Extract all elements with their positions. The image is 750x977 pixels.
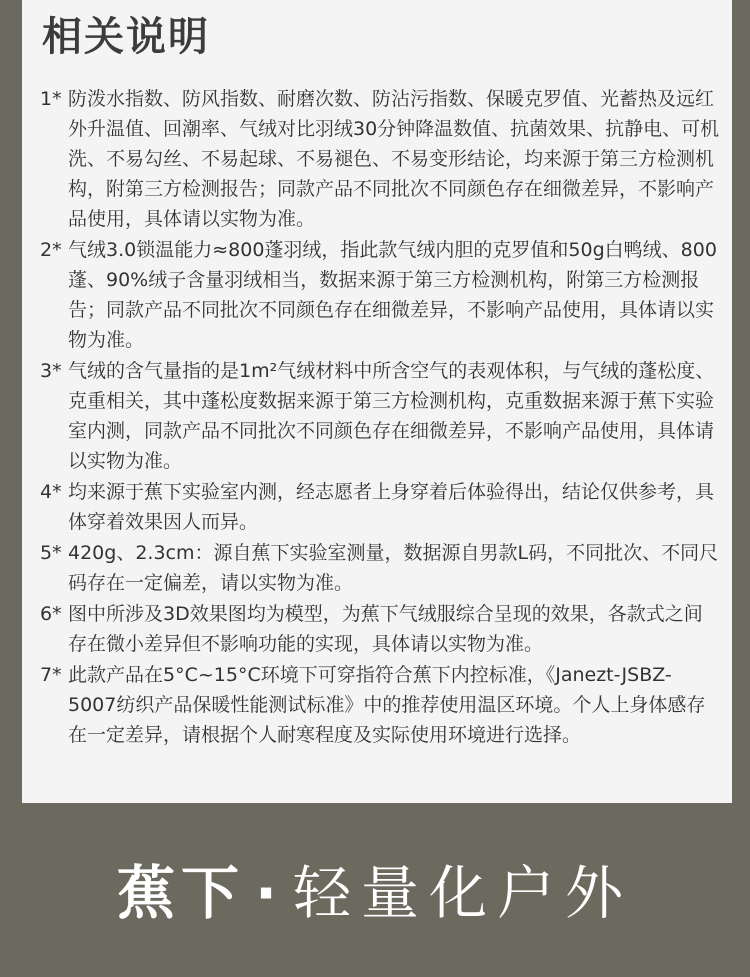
note-marker: 5*	[40, 542, 62, 564]
notes-list	[40, 84, 720, 751]
brand-separator: ·	[254, 859, 284, 927]
note-item	[40, 235, 720, 355]
note-item	[40, 660, 720, 750]
note-marker: 2*	[40, 239, 62, 261]
notes-card	[22, 0, 732, 803]
section-title: 相关说明	[42, 14, 210, 60]
note-item	[40, 538, 720, 598]
note-text: 此款产品在5°C~15°C环境下可穿指符合蕉下内控标准，《Janezt-JSBZ-5007纺织产品保暖性能测试标准》中的推荐使用温区环境。个人上身体感存在一定差异，请根据个人耐寒程度及实际使用环境进行选择。	[68, 664, 706, 746]
note-text: 均来源于蕉下实验室内测，经志愿者上身穿着后体验得出，结论仅供参考，具体穿着效果因人而异。	[68, 481, 715, 533]
note-item	[40, 356, 720, 476]
brand-slogan: 轻量化户外	[293, 859, 634, 927]
note-marker: 6*	[40, 603, 62, 625]
note-text: 气绒的含气量指的是1m²气绒材料中所含空气的表观体积，与气绒的蓬松度、克重相关，其中蓬松度数据来源于第三方检测机构，克重数据来源于蕉下实验室内测，同款产品不同批次不同颜色存在细微差异，不影响产品使用，具体请以实物为准。	[68, 360, 715, 472]
note-marker: 4*	[40, 481, 62, 503]
brand-name: 蕉下	[116, 859, 245, 927]
note-marker: 3*	[40, 360, 62, 382]
note-marker: 1*	[40, 88, 62, 110]
note-item	[40, 599, 720, 659]
note-item	[40, 477, 720, 537]
note-text: 防泼水指数、防风指数、耐磨次数、防沾污指数、保暖克罗值、光蓄热及远红外升温值、回潮率、气绒对比羽绒30分钟降温数值、抗菌效果、抗静电、可机洗、不易勾丝、不易起球、不易褪色、不易变形结论，均来源于第三方检测机构，附第三方检测报告；同款产品不同批次不同颜色存在细微差异，不影响产品使用，具体请以实物为准。	[68, 88, 720, 230]
note-marker: 7*	[40, 664, 62, 686]
brand-banner	[0, 858, 750, 928]
note-text: 气绒3.0锁温能力≈800蓬羽绒，指此款气绒内胆的克罗值和50g白鸭绒、800蓬、90%绒子含量羽绒相当，数据来源于第三方检测机构，附第三方检测报告；同款产品不同批次不同颜色存在细微差异，不影响产品使用，具体请以实物为准。	[68, 239, 717, 351]
note-item	[40, 84, 720, 234]
note-text: 420g、2.3cm：源自蕉下实验室测量，数据源自男款L码，不同批次、不同尺码存在一定偏差，请以实物为准。	[68, 542, 719, 594]
note-text: 图中所涉及3D效果图均为模型，为蕉下气绒服综合呈现的效果，各款式之间存在微小差异但不影响功能的实现，具体请以实物为准。	[68, 603, 703, 655]
